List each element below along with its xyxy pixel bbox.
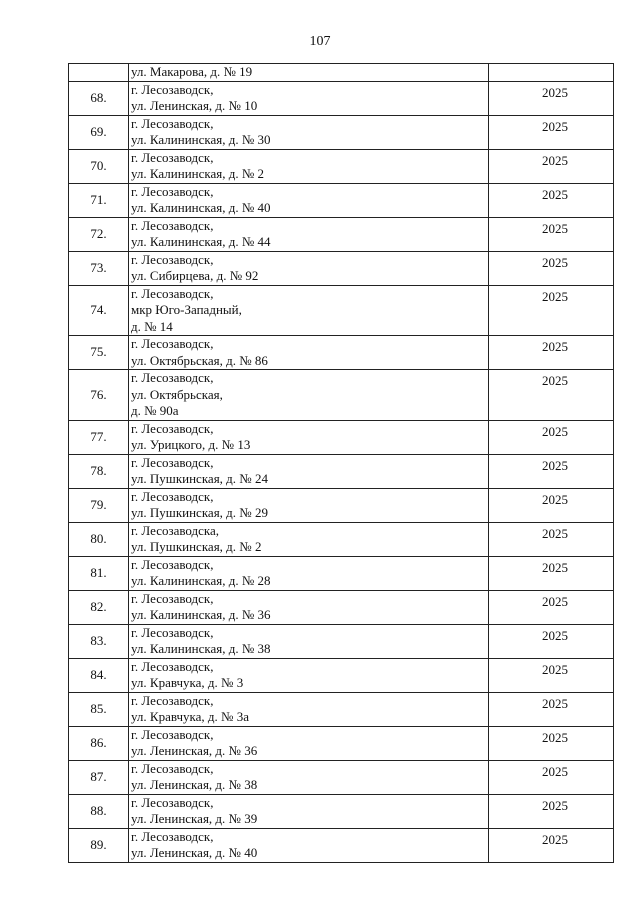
- year-cell: 2025: [489, 370, 614, 421]
- year-cell: 2025: [489, 488, 614, 522]
- table-row: [69, 81, 614, 115]
- address-line: д. № 14: [131, 318, 173, 334]
- address-line: г. Лесозаводск,: [131, 149, 214, 165]
- row-number-cell: 82.: [69, 590, 129, 624]
- year-cell: 2025: [489, 81, 614, 115]
- year-cell: 2025: [489, 624, 614, 658]
- address-line: ул. Калининская, д. № 38: [131, 641, 271, 656]
- row-number-cell: 86.: [69, 726, 129, 760]
- year-cell: 2025: [489, 556, 614, 590]
- year-cell: [489, 64, 614, 82]
- row-number-cell: 70.: [69, 149, 129, 183]
- table-row: [69, 692, 614, 726]
- year-cell: 2025: [489, 454, 614, 488]
- row-number-cell: 73.: [69, 251, 129, 285]
- address-cell: [129, 454, 489, 488]
- table-row: [69, 658, 614, 692]
- address-line: ул. Сибирцева, д. № 92: [131, 268, 259, 283]
- row-number-cell: [69, 64, 129, 82]
- address-line: г. Лесозаводск,: [131, 828, 214, 844]
- address-line: ул. Ленинская, д. № 38: [131, 777, 258, 792]
- table-row: [69, 590, 614, 624]
- table-row: [69, 251, 614, 285]
- address-line: г. Лесозаводск,: [131, 370, 214, 385]
- row-number-cell: 78.: [69, 454, 129, 488]
- address-line: г. Лесозаводск,: [131, 336, 214, 351]
- address-line: ул. Макарова, д. № 19: [131, 64, 253, 79]
- address-cell: [129, 658, 489, 692]
- year-cell: 2025: [489, 217, 614, 251]
- address-line: мкр Юго-Западный,: [131, 302, 242, 317]
- table-row: [69, 556, 614, 590]
- year-cell: 2025: [489, 251, 614, 285]
- table-row: [69, 420, 614, 454]
- continuation-row: [69, 64, 614, 82]
- year-cell: 2025: [489, 115, 614, 149]
- row-number-cell: 83.: [69, 624, 129, 658]
- row-number-cell: 88.: [69, 794, 129, 828]
- address-line: г. Лесозаводск,: [131, 488, 214, 504]
- address-cell: [129, 692, 489, 726]
- table-row: [69, 522, 614, 556]
- table-row: [69, 149, 614, 183]
- housing-registry-table: [68, 63, 614, 863]
- table-body: [69, 64, 614, 863]
- address-line: ул. Кравчука, д. № 3: [131, 675, 244, 690]
- address-cell: [129, 420, 489, 454]
- address-line: г. Лесозаводск,: [131, 420, 214, 436]
- address-cell: [129, 488, 489, 522]
- address-line: ул. Октябрьская,: [131, 386, 223, 402]
- address-cell: [129, 828, 489, 862]
- address-line: г. Лесозаводск,: [131, 590, 214, 606]
- table-row: [69, 760, 614, 794]
- address-cell: [129, 336, 489, 370]
- row-number-cell: 74.: [69, 285, 129, 336]
- table-row: [69, 217, 614, 251]
- year-cell: 2025: [489, 590, 614, 624]
- table-row: [69, 726, 614, 760]
- table-row: [69, 285, 614, 336]
- year-cell: 2025: [489, 828, 614, 862]
- address-line: ул. Ленинская, д. № 39: [131, 811, 258, 826]
- year-cell: 2025: [489, 285, 614, 336]
- address-line: ул. Октябрьская, д. № 86: [131, 352, 268, 368]
- address-line: ул. Калининская, д. № 30: [131, 132, 271, 147]
- address-line: г. Лесозаводск,: [131, 726, 214, 742]
- address-line: д. № 90а: [131, 403, 179, 418]
- address-line: г. Лесозаводск,: [131, 556, 214, 572]
- row-number-cell: 87.: [69, 760, 129, 794]
- year-cell: 2025: [489, 336, 614, 370]
- address-line: г. Лесозаводск,: [131, 692, 214, 708]
- year-cell: 2025: [489, 692, 614, 726]
- year-cell: 2025: [489, 760, 614, 794]
- year-cell: 2025: [489, 522, 614, 556]
- address-line: г. Лесозаводск,: [131, 658, 214, 674]
- table-row: [69, 115, 614, 149]
- address-line: ул. Калининская, д. № 40: [131, 200, 271, 215]
- address-cell: [129, 115, 489, 149]
- table-row: [69, 336, 614, 370]
- address-line: г. Лесозаводск,: [131, 81, 214, 97]
- row-number-cell: 69.: [69, 115, 129, 149]
- address-line: г. Лесозаводск,: [131, 760, 214, 776]
- table-row: [69, 488, 614, 522]
- row-number-cell: 71.: [69, 183, 129, 217]
- row-number-cell: 75.: [69, 336, 129, 370]
- address-line: ул. Ленинская, д. № 40: [131, 845, 258, 860]
- row-number-cell: 81.: [69, 556, 129, 590]
- table-row: [69, 370, 614, 421]
- address-line: г. Лесозаводск,: [131, 794, 214, 810]
- address-line: ул. Пушкинская, д. № 29: [131, 505, 268, 520]
- row-number-cell: 79.: [69, 488, 129, 522]
- table-row: [69, 828, 614, 862]
- address-line: ул. Калининская, д. № 2: [131, 166, 265, 181]
- address-cell: [129, 149, 489, 183]
- row-number-cell: 77.: [69, 420, 129, 454]
- row-number-cell: 76.: [69, 370, 129, 421]
- row-number-cell: 89.: [69, 828, 129, 862]
- address-line: г. Лесозаводска,: [131, 522, 220, 538]
- year-cell: 2025: [489, 658, 614, 692]
- address-line: ул. Калининская, д. № 44: [131, 234, 271, 249]
- year-cell: 2025: [489, 420, 614, 454]
- year-cell: 2025: [489, 726, 614, 760]
- address-cell: [129, 251, 489, 285]
- address-line: г. Лесозаводск,: [131, 285, 214, 301]
- address-line: ул. Калининская, д. № 28: [131, 573, 271, 588]
- address-cell: [129, 285, 489, 336]
- address-cell: [129, 370, 489, 421]
- year-cell: 2025: [489, 149, 614, 183]
- address-cell: [129, 590, 489, 624]
- address-line: г. Лесозаводск,: [131, 115, 214, 131]
- address-line: г. Лесозаводск,: [131, 624, 214, 640]
- row-number-cell: 68.: [69, 81, 129, 115]
- address-cell: [129, 794, 489, 828]
- row-number-cell: 72.: [69, 217, 129, 251]
- row-number-cell: 85.: [69, 692, 129, 726]
- address-line: ул. Пушкинская, д. № 2: [131, 539, 262, 554]
- table-row: [69, 183, 614, 217]
- address-cell: [129, 760, 489, 794]
- address-line: ул. Пушкинская, д. № 24: [131, 471, 268, 486]
- page-number: 107: [309, 34, 331, 49]
- address-cell: [129, 64, 489, 82]
- address-cell: [129, 81, 489, 115]
- address-line: ул. Калининская, д. № 36: [131, 607, 271, 622]
- address-line: ул. Ленинская, д. № 10: [131, 98, 258, 113]
- table-row: [69, 794, 614, 828]
- address-cell: [129, 217, 489, 251]
- table-row: [69, 454, 614, 488]
- address-line: ул. Урицкого, д. № 13: [131, 437, 251, 452]
- address-line: ул. Кравчука, д. № 3а: [131, 709, 249, 724]
- row-number-cell: 84.: [69, 658, 129, 692]
- address-cell: [129, 183, 489, 217]
- address-cell: [129, 624, 489, 658]
- table-row: [69, 624, 614, 658]
- address-line: г. Лесозаводск,: [131, 251, 214, 267]
- address-cell: [129, 522, 489, 556]
- address-cell: [129, 726, 489, 760]
- address-cell: [129, 556, 489, 590]
- year-cell: 2025: [489, 794, 614, 828]
- year-cell: 2025: [489, 183, 614, 217]
- address-line: г. Лесозаводск,: [131, 217, 214, 233]
- address-line: г. Лесозаводск,: [131, 454, 214, 470]
- address-line: ул. Ленинская, д. № 36: [131, 743, 258, 758]
- address-line: г. Лесозаводск,: [131, 183, 214, 199]
- row-number-cell: 80.: [69, 522, 129, 556]
